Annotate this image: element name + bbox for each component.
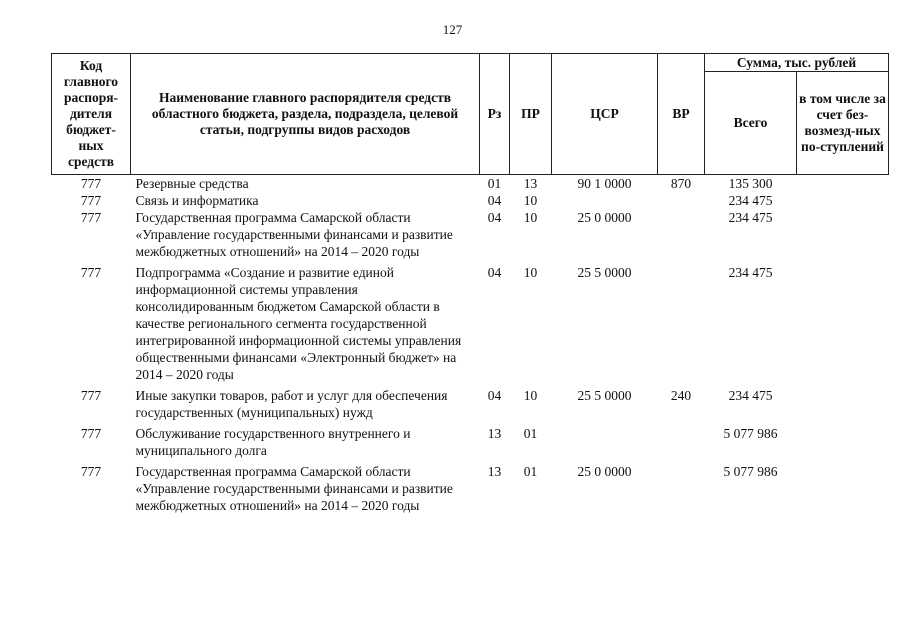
table-row [52,260,889,383]
cell-csr: 25 0 0000 [577,210,632,225]
cell-vr [658,209,705,260]
cell-pr: 10 [523,265,538,280]
table-header [52,54,889,175]
cell-including [797,192,889,209]
cell-code: 777 [80,464,102,479]
cell-including [797,209,889,260]
cell-code: 777 [80,193,102,208]
cell-pr: 10 [523,388,538,403]
cell-total: 5 077 986 [723,426,778,441]
cell-code: 777 [80,210,102,225]
cell-csr: 90 1 0000 [577,176,632,191]
cell-rz: 04 [487,388,502,403]
cell-name: Иные закупки товаров, работ и услуг для обеспечения государственных (муниципальных) нужд [135,388,448,420]
cell-vr: 870 [670,176,692,191]
header-including: в том числе за счет без-возмезд-ных по-ступлений [797,72,889,175]
table-body [52,175,889,515]
page-number: 127 [442,22,463,37]
cell-rz: 01 [487,176,502,191]
header-rz: Рз [480,54,510,175]
cell-name: Связь и информатика [135,193,259,208]
cell-rz: 04 [487,193,502,208]
table-row [52,383,889,421]
header-vr: ВР [658,54,705,175]
table-row [52,421,889,459]
cell-name: Государственная программа Самарской области «Управление государственными финансами и развитие межбюджетных отношений» на 2014 – 2020 годы [135,210,453,259]
table-row [52,175,889,193]
cell-name: Резервные средства [135,176,249,191]
cell-code: 777 [80,426,102,441]
cell-including [797,459,889,514]
cell-csr: 25 5 0000 [577,388,632,403]
cell-total: 135 300 [728,176,773,191]
cell-vr [658,459,705,514]
cell-rz: 13 [487,426,502,441]
cell-total: 234 475 [728,193,773,208]
cell-vr [658,260,705,383]
cell-total: 234 475 [728,388,773,403]
header-total: Всего [705,72,797,175]
cell-pr: 10 [523,193,538,208]
cell-vr: 240 [670,388,692,403]
cell-code: 777 [80,388,102,403]
table-row [52,209,889,260]
cell-including [797,260,889,383]
cell-pr: 01 [523,464,538,479]
cell-including [797,383,889,421]
cell-vr [658,421,705,459]
cell-csr [552,192,658,209]
header-pr: ПР [510,54,552,175]
cell-total: 5 077 986 [723,464,778,479]
header-code: Код главного распоря-дителя бюджет-ных средств [52,54,131,175]
cell-csr: 25 5 0000 [577,265,632,280]
table-row [52,459,889,514]
cell-code: 777 [80,176,102,191]
header-sum-group: Сумма, тыс. рублей [705,54,889,72]
header-name: Наименование главного распорядителя средств областного бюджета, раздела, подраздела, целевой статьи, подгруппы видов расходов [131,54,480,175]
cell-csr: 25 0 0000 [577,464,632,479]
cell-name: Государственная программа Самарской области «Управление государственными финансами и развитие межбюджетных отношений» на 2014 – 2020 годы [135,464,453,513]
table-row [52,192,889,209]
cell-including [797,421,889,459]
cell-vr [658,192,705,209]
header-csr: ЦСР [552,54,658,175]
cell-pr: 10 [523,210,538,225]
cell-rz: 04 [487,265,502,280]
cell-total: 234 475 [728,210,773,225]
cell-code: 777 [80,265,102,280]
cell-pr: 13 [523,176,538,191]
cell-rz: 04 [487,210,502,225]
cell-rz: 13 [487,464,502,479]
budget-table [51,53,889,514]
cell-name: Подпрограмма «Создание и развитие единой информационной системы управления консолидированным бюджетом Самарской области в качестве регионального сегмента государственной интегрированной информационной системы управления общественными финансами «Электронный бюджет» на 2014 – 2020 годы [135,265,462,382]
cell-csr [552,421,658,459]
cell-pr: 01 [523,426,538,441]
cell-total: 234 475 [728,265,773,280]
cell-name: Обслуживание государственного внутреннего и муниципального долга [135,426,411,458]
cell-including [797,175,889,193]
